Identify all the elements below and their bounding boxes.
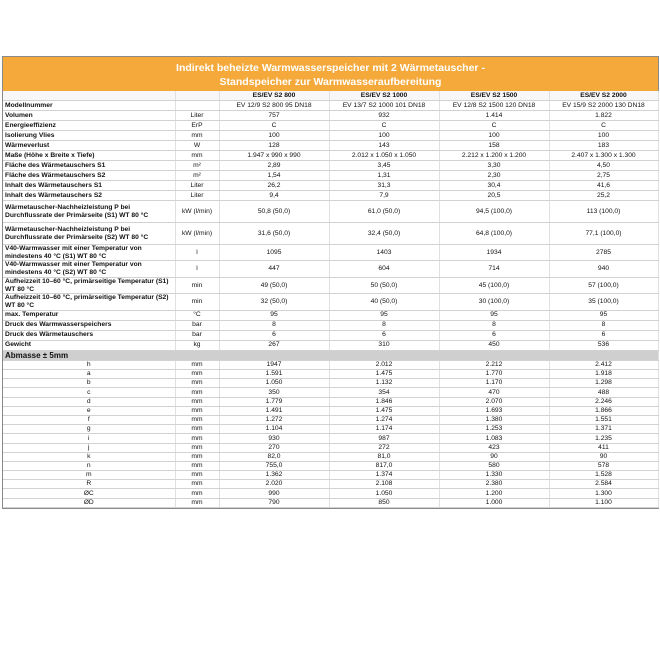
row-unit: mm — [175, 434, 219, 443]
row-value: 2.212 — [439, 360, 549, 369]
row-unit: mm — [175, 471, 219, 480]
row-value: EV 12/9 S2 800 95 DN18 — [219, 101, 329, 111]
row-label: Wärmeverlust — [3, 141, 175, 151]
spec-row — [3, 171, 658, 181]
row-unit: kW (l/min) — [175, 223, 219, 245]
row-unit: mm — [175, 397, 219, 406]
spec-row — [3, 320, 658, 330]
row-label: Wärmetauscher-Nachheizleistung P bei Durchflussrate der Primärseite (S1) WT 80 °C — [3, 201, 175, 223]
row-value: 6 — [329, 330, 439, 340]
dimension-row — [3, 461, 658, 470]
row-unit: kW (l/min) — [175, 201, 219, 223]
row-value: 6 — [439, 330, 549, 340]
spec-row — [3, 223, 658, 245]
dimension-row — [3, 379, 658, 388]
row-value: 90 — [549, 452, 658, 461]
row-label: a — [3, 370, 175, 379]
row-value: 32,4 (50,0) — [329, 223, 439, 245]
row-value: 61,0 (50,0) — [329, 201, 439, 223]
row-unit: mm — [175, 480, 219, 489]
row-value: 2785 — [549, 245, 658, 261]
dimension-row — [3, 480, 658, 489]
dimension-row — [3, 360, 658, 369]
spec-row — [3, 310, 658, 320]
row-value: 1947 — [219, 360, 329, 369]
row-value: 2.246 — [549, 397, 658, 406]
row-value: 1.528 — [549, 471, 658, 480]
row-label: Aufheizzeit 10–60 °C, primärseitige Temperatur (S2) WT 80 °C — [3, 294, 175, 310]
row-value: 2.108 — [329, 480, 439, 489]
row-value: 1.491 — [219, 406, 329, 415]
row-label: Inhalt des Wärmetauschers S1 — [3, 181, 175, 191]
row-label: ØD — [3, 498, 175, 507]
row-value: 790 — [219, 498, 329, 507]
spec-row — [3, 101, 658, 111]
row-value: 267 — [219, 340, 329, 350]
spec-sheet — [2, 56, 659, 509]
row-value: 2.584 — [549, 480, 658, 489]
row-value: 714 — [439, 261, 549, 277]
dimension-row — [3, 498, 658, 507]
row-value: 77,1 (100,0) — [549, 223, 658, 245]
header-title-line1: Indirekt beheizte Warmwasserspeicher mit 2 Wärmetauscher - — [176, 62, 485, 74]
row-value: 2.012 x 1.050 x 1.050 — [329, 151, 439, 161]
row-value: 1.371 — [549, 425, 658, 434]
row-value: 31,6 (50,0) — [219, 223, 329, 245]
row-unit: l — [175, 245, 219, 261]
row-value: 82,0 — [219, 452, 329, 461]
spec-row — [3, 294, 658, 310]
row-label: Modellnummer — [3, 101, 175, 111]
row-value: 2,30 — [439, 171, 549, 181]
row-value: 1095 — [219, 245, 329, 261]
row-unit: mm — [175, 443, 219, 452]
corner-cell — [3, 91, 175, 101]
dimension-row — [3, 489, 658, 498]
row-value: 2.380 — [439, 480, 549, 489]
row-label: f — [3, 415, 175, 424]
row-label: Fläche des Wärmetauschers S2 — [3, 171, 175, 181]
row-value: 2.020 — [219, 480, 329, 489]
row-value: 488 — [549, 388, 658, 397]
row-value: 411 — [549, 443, 658, 452]
row-value: 2.012 — [329, 360, 439, 369]
row-value: 2,89 — [219, 161, 329, 171]
row-value: 1.947 x 990 x 990 — [219, 151, 329, 161]
row-value: 1,54 — [219, 171, 329, 181]
dimension-row — [3, 471, 658, 480]
row-value: 604 — [329, 261, 439, 277]
row-value: 350 — [219, 388, 329, 397]
row-label: m — [3, 471, 175, 480]
row-unit: m² — [175, 171, 219, 181]
row-value: 940 — [549, 261, 658, 277]
spec-row — [3, 131, 658, 141]
row-value: 95 — [219, 310, 329, 320]
row-value: 1.174 — [329, 425, 439, 434]
row-value: 310 — [329, 340, 439, 350]
row-value: 757 — [219, 111, 329, 121]
row-unit: mm — [175, 370, 219, 379]
row-value: 1.272 — [219, 415, 329, 424]
row-value: 95 — [329, 310, 439, 320]
row-value: 580 — [439, 461, 549, 470]
row-unit: mm — [175, 388, 219, 397]
row-value: EV 12/8 S2 1500 120 DN18 — [439, 101, 549, 111]
row-value: 1.235 — [549, 434, 658, 443]
row-value: 1.170 — [439, 379, 549, 388]
row-value: 1.300 — [549, 489, 658, 498]
row-label: Isolierung Vlies — [3, 131, 175, 141]
row-label: Fläche des Wärmetauschers S1 — [3, 161, 175, 171]
row-value: 100 — [439, 131, 549, 141]
model-name: ES/EV S2 2000 — [549, 91, 658, 101]
row-value: 8 — [549, 320, 658, 330]
spec-row — [3, 201, 658, 223]
row-value: 95 — [549, 310, 658, 320]
row-value: 50,8 (50,0) — [219, 201, 329, 223]
row-value: 850 — [329, 498, 439, 507]
row-value: 1.822 — [549, 111, 658, 121]
row-value: 578 — [549, 461, 658, 470]
row-value: 50 (50,0) — [329, 277, 439, 293]
row-label: n — [3, 461, 175, 470]
row-value: 450 — [439, 340, 549, 350]
row-value: 1.866 — [549, 406, 658, 415]
row-value: 990 — [219, 489, 329, 498]
row-unit: mm — [175, 131, 219, 141]
row-value: 30 (100,0) — [439, 294, 549, 310]
spec-table — [3, 91, 659, 508]
row-value: 987 — [329, 434, 439, 443]
spec-row — [3, 181, 658, 191]
row-unit: mm — [175, 360, 219, 369]
row-label: j — [3, 443, 175, 452]
row-value: 9,4 — [219, 191, 329, 201]
row-value: 1.551 — [549, 415, 658, 424]
row-unit: W — [175, 141, 219, 151]
row-unit — [175, 101, 219, 111]
row-value: 81,0 — [329, 452, 439, 461]
row-label: Aufheizzeit 10–60 °C, primärseitige Temperatur (S1) WT 80 °C — [3, 277, 175, 293]
row-label: R — [3, 480, 175, 489]
model-header-row — [3, 91, 658, 101]
dimension-row — [3, 388, 658, 397]
row-label: e — [3, 406, 175, 415]
row-value: 354 — [329, 388, 439, 397]
row-value: 1.274 — [329, 415, 439, 424]
row-value: 1.362 — [219, 471, 329, 480]
dimension-row — [3, 443, 658, 452]
row-unit: mm — [175, 489, 219, 498]
spec-row — [3, 261, 658, 277]
row-value: 35 (100,0) — [549, 294, 658, 310]
row-value: EV 13/7 S2 1000 101 DN18 — [329, 101, 439, 111]
row-value: 932 — [329, 111, 439, 121]
row-value: 90 — [439, 452, 549, 461]
corner-unit-cell — [175, 91, 219, 101]
row-value: 143 — [329, 141, 439, 151]
row-unit: mm — [175, 151, 219, 161]
spec-row — [3, 191, 658, 201]
spec-row — [3, 141, 658, 151]
row-unit: mm — [175, 406, 219, 415]
row-label: Volumen — [3, 111, 175, 121]
row-value: 31,3 — [329, 181, 439, 191]
spec-row — [3, 161, 658, 171]
row-label: max. Temperatur — [3, 310, 175, 320]
row-value: 95 — [439, 310, 549, 320]
row-value: 1.253 — [439, 425, 549, 434]
dimension-row — [3, 406, 658, 415]
dimension-row — [3, 415, 658, 424]
spec-row — [3, 330, 658, 340]
row-label: b — [3, 379, 175, 388]
row-value: 1.693 — [439, 406, 549, 415]
row-value: 1.591 — [219, 370, 329, 379]
row-unit: Liter — [175, 191, 219, 201]
spec-row — [3, 121, 658, 131]
row-value: 32 (50,0) — [219, 294, 329, 310]
row-unit: m² — [175, 161, 219, 171]
spec-row — [3, 151, 658, 161]
row-label: Druck des Warmwasserspeichers — [3, 320, 175, 330]
row-value: 100 — [219, 131, 329, 141]
dimension-row — [3, 452, 658, 461]
row-value: 1.050 — [329, 489, 439, 498]
row-value: 100 — [549, 131, 658, 141]
row-value: 2.407 x 1.300 x 1.300 — [549, 151, 658, 161]
row-value: 7,9 — [329, 191, 439, 201]
row-value: 2.412 — [549, 360, 658, 369]
row-value: 45 (100,0) — [439, 277, 549, 293]
row-value: 1.330 — [439, 471, 549, 480]
row-label: V40-Warmwasser mit einer Temperatur von mindestens 40 °C (S1) WT 80 °C — [3, 245, 175, 261]
row-value: 1.380 — [439, 415, 549, 424]
row-unit: min — [175, 294, 219, 310]
row-value: 8 — [219, 320, 329, 330]
row-value: 128 — [219, 141, 329, 151]
row-value: 1.298 — [549, 379, 658, 388]
row-value: 1.779 — [219, 397, 329, 406]
row-value: 20,5 — [439, 191, 549, 201]
row-value: 536 — [549, 340, 658, 350]
row-value: 1.918 — [549, 370, 658, 379]
row-unit: bar — [175, 330, 219, 340]
row-value: 6 — [219, 330, 329, 340]
row-value: 1.414 — [439, 111, 549, 121]
row-value: 183 — [549, 141, 658, 151]
sheet-header — [3, 57, 658, 91]
row-value: 49 (50,0) — [219, 277, 329, 293]
row-value: 1,31 — [329, 171, 439, 181]
row-value: 1.050 — [219, 379, 329, 388]
model-name: ES/EV S2 1500 — [439, 91, 549, 101]
row-unit: °C — [175, 310, 219, 320]
row-label: Druck des Wärmetauschers — [3, 330, 175, 340]
row-label: c — [3, 388, 175, 397]
row-unit: min — [175, 277, 219, 293]
row-value: 1.132 — [329, 379, 439, 388]
row-label: k — [3, 452, 175, 461]
row-value: 100 — [329, 131, 439, 141]
row-value: 8 — [439, 320, 549, 330]
row-value: 423 — [439, 443, 549, 452]
row-value: 817,0 — [329, 461, 439, 470]
dimension-row — [3, 397, 658, 406]
dimension-row — [3, 370, 658, 379]
row-value: 270 — [219, 443, 329, 452]
row-label: Energieeffizienz — [3, 121, 175, 131]
row-value: 1403 — [329, 245, 439, 261]
row-unit: mm — [175, 461, 219, 470]
row-value: 1.000 — [439, 498, 549, 507]
row-value: 26,2 — [219, 181, 329, 191]
row-value: C — [219, 121, 329, 131]
row-value: 3,30 — [439, 161, 549, 171]
dimension-row — [3, 434, 658, 443]
row-value: C — [329, 121, 439, 131]
row-value: 2.070 — [439, 397, 549, 406]
row-label: i — [3, 434, 175, 443]
row-value: 8 — [329, 320, 439, 330]
row-label: V40-Warmwasser mit einer Temperatur von mindestens 40 °C (S2) WT 80 °C — [3, 261, 175, 277]
spec-row — [3, 340, 658, 350]
row-value: 57 (100,0) — [549, 277, 658, 293]
row-value: C — [549, 121, 658, 131]
row-unit: bar — [175, 320, 219, 330]
row-label: Wärmetauscher-Nachheizleistung P bei Durchflussrate der Primärseite (S2) WT 80 °C — [3, 223, 175, 245]
row-value: 41,6 — [549, 181, 658, 191]
spec-row — [3, 277, 658, 293]
row-label: g — [3, 425, 175, 434]
row-unit: mm — [175, 379, 219, 388]
row-unit: mm — [175, 452, 219, 461]
row-label: Maße (Höhe x Breite x Tiefe) — [3, 151, 175, 161]
spec-row — [3, 111, 658, 121]
row-value: 1.770 — [439, 370, 549, 379]
row-value: 113 (100,0) — [549, 201, 658, 223]
row-value: 470 — [439, 388, 549, 397]
row-value: 1.475 — [329, 370, 439, 379]
model-name: ES/EV S2 800 — [219, 91, 329, 101]
row-value: 6 — [549, 330, 658, 340]
row-unit: mm — [175, 498, 219, 507]
row-value: 930 — [219, 434, 329, 443]
row-unit: mm — [175, 425, 219, 434]
row-value: EV 15/9 S2 2000 130 DN18 — [549, 101, 658, 111]
row-value: 4,50 — [549, 161, 658, 171]
row-label: h — [3, 360, 175, 369]
row-unit: Liter — [175, 181, 219, 191]
row-value: 1934 — [439, 245, 549, 261]
dimension-row — [3, 425, 658, 434]
row-unit: kg — [175, 340, 219, 350]
row-value: 1.100 — [549, 498, 658, 507]
row-value: 94,5 (100,0) — [439, 201, 549, 223]
header-title-line2: Standspeicher zur Warmwasseraufbereitung — [219, 76, 442, 88]
row-value: 2,75 — [549, 171, 658, 181]
row-value: 755,0 — [219, 461, 329, 470]
row-value: 3,45 — [329, 161, 439, 171]
row-value: 1.846 — [329, 397, 439, 406]
section-row — [3, 350, 658, 360]
row-value: 272 — [329, 443, 439, 452]
row-value: 30,4 — [439, 181, 549, 191]
row-value: 1.374 — [329, 471, 439, 480]
row-value: 2.212 x 1.200 x 1.200 — [439, 151, 549, 161]
row-label: ØC — [3, 489, 175, 498]
model-name: ES/EV S2 1000 — [329, 91, 439, 101]
row-value: 1.200 — [439, 489, 549, 498]
row-unit: Liter — [175, 111, 219, 121]
row-unit: mm — [175, 415, 219, 424]
row-unit: ErP — [175, 121, 219, 131]
row-label: Inhalt des Wärmetauschers S2 — [3, 191, 175, 201]
row-value: C — [439, 121, 549, 131]
row-unit: l — [175, 261, 219, 277]
spec-row — [3, 245, 658, 261]
row-value: 40 (50,0) — [329, 294, 439, 310]
row-label: d — [3, 397, 175, 406]
row-value: 25,2 — [549, 191, 658, 201]
section-title: Abmasse ± 5mm — [3, 350, 658, 360]
row-value: 1.083 — [439, 434, 549, 443]
row-value: 1.104 — [219, 425, 329, 434]
row-value: 64,8 (100,0) — [439, 223, 549, 245]
row-label: Gewicht — [3, 340, 175, 350]
row-value: 158 — [439, 141, 549, 151]
row-value: 1.475 — [329, 406, 439, 415]
row-value: 447 — [219, 261, 329, 277]
